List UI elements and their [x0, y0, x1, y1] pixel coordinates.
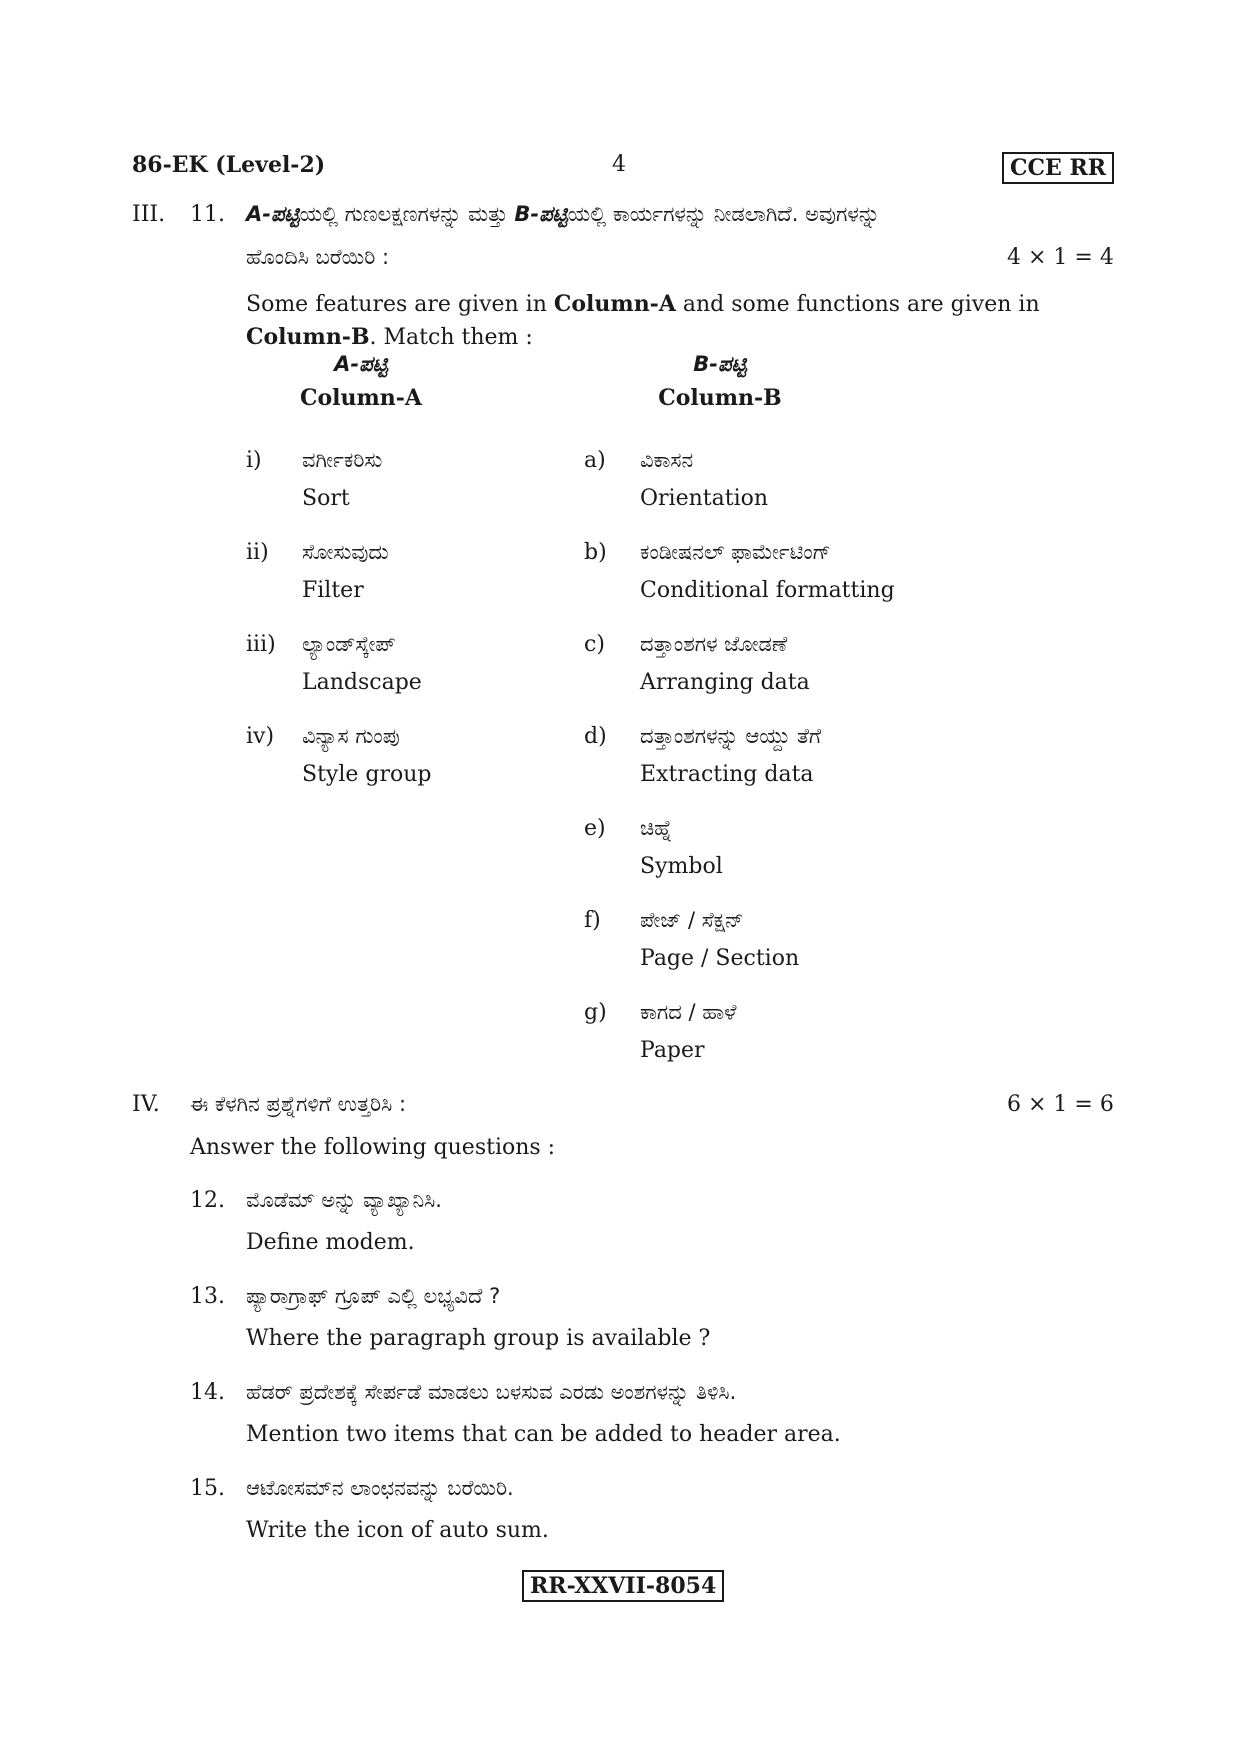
cce-rr-tag: CCE RR	[1002, 152, 1114, 184]
section-iv-marks: 6 × 1 = 6	[1007, 1092, 1114, 1117]
item-english: Landscape	[302, 670, 422, 695]
item-kannada: ಕಂಡೀಷನಲ್ ಫಾರ್ಮೇಟಿಂಗ್	[640, 540, 831, 564]
item-kannada: ದತ್ತಾಂಶಗಳನ್ನು ಆಯ್ದು ತೆಗೆ	[640, 724, 822, 748]
item-english: Extracting data	[640, 762, 814, 787]
section-iii-marks: 4 × 1 = 4	[1007, 245, 1114, 270]
column-b-heading: Column-B	[658, 385, 782, 411]
section-iv-roman: IV.	[132, 1092, 160, 1117]
question-11-english: Some features are given in Column-A and some functions are given in Column-B. Match them :	[246, 291, 1040, 350]
item-label: iv)	[246, 724, 275, 749]
item-label: e)	[584, 816, 606, 841]
question-english: Mention two items that can be added to header area.	[246, 1422, 841, 1447]
item-kannada: ಸೋಸುವುದು	[302, 540, 389, 564]
section-iv-kannada-instruction: ಈ ಕೆಳಗಿನ ಪ್ರಶ್ನೆಗಳಿಗೆ ಉತ್ತರಿಸಿ :	[190, 1092, 407, 1116]
item-label: f)	[584, 908, 601, 933]
question-11-number: 11.	[190, 202, 225, 227]
item-label: i)	[246, 448, 262, 473]
page-number: 4	[612, 152, 626, 177]
item-kannada: ಕಾಗದ / ಹಾಳೆ	[640, 1000, 737, 1024]
column-b-kannada-heading: B-ಪಟ್ಟಿ	[693, 352, 747, 376]
question-kannada: ಮೊಡೆಮ್ ಅನ್ನು ವ್ಯಾಖ್ಯಾನಿಸಿ.	[246, 1188, 442, 1212]
paper-code: 86-EK (Level-2)	[132, 152, 326, 178]
question-number: 14.	[190, 1380, 225, 1405]
question-11-kannada-line2: ಹೊಂದಿಸಿ ಬರೆಯಿರಿ :	[246, 245, 390, 269]
item-english: Paper	[640, 1038, 705, 1063]
item-english: Arranging data	[640, 670, 810, 695]
column-a-heading: Column-A	[299, 385, 422, 411]
question-number: 15.	[190, 1476, 225, 1501]
item-label: a)	[584, 448, 606, 473]
item-label: d)	[584, 724, 607, 749]
item-english: Filter	[302, 578, 364, 603]
item-kannada: ವರ್ಗೀಕರಿಸು	[302, 448, 383, 472]
item-label: iii)	[246, 632, 276, 657]
item-english: Sort	[302, 486, 350, 511]
question-kannada: ಪ್ಯಾರಾಗ್ರಾಫ್ ಗ್ರೂಪ್ ಎಲ್ಲಿ ಲಭ್ಯವಿದೆ ?	[246, 1284, 501, 1308]
question-english: Where the paragraph group is available ?	[246, 1326, 711, 1351]
item-kannada: ಚಿಹ್ನೆ	[640, 816, 673, 840]
column-a-kannada-heading: A-ಪಟ್ಟಿ	[334, 352, 388, 376]
item-english: Symbol	[640, 854, 723, 879]
item-kannada: ಲ್ಯಾಂಡ್‌ಸ್ಕೇಪ್	[302, 632, 396, 656]
item-label: c)	[584, 632, 605, 657]
item-kannada: ಪೇಜ್ / ಸೆಕ್ಷನ್	[640, 908, 744, 932]
question-english: Define modem.	[246, 1230, 415, 1255]
col-b-ref: B-ಪಟ್ಟಿ	[514, 202, 568, 226]
item-english: Conditional formatting	[640, 578, 895, 603]
item-kannada: ದತ್ತಾಂಶಗಳ ಜೋಡಣೆ	[640, 632, 788, 656]
item-english: Page / Section	[640, 946, 800, 971]
item-label: ii)	[246, 540, 269, 565]
section-iii-roman: III.	[132, 202, 166, 227]
item-kannada: ವಿಕಾಸನ	[640, 448, 694, 472]
question-kannada: ಹೆಡರ್ ಪ್ರದೇಶಕ್ಕೆ ಸೇರ್ಪಡೆ ಮಾಡಲು ಬಳಸುವ ಎರಡು ಅಂಶಗಳನ್ನು ತಿಳಿಸಿ.	[246, 1380, 737, 1404]
question-11-kannada-line1: A-ಪಟ್ಟಿಯಲ್ಲಿ ಗುಣಲಕ್ಷಣಗಳನ್ನು ಮತ್ತು B-ಪಟ್ಟಿಯಲ್ಲಿ ಕಾರ್ಯಗಳನ್ನು ನೀಡಲಾಗಿದೆ. ಅವುಗಳನ್ನು	[246, 202, 880, 226]
item-english: Style group	[302, 762, 432, 787]
item-label: b)	[584, 540, 607, 565]
item-kannada: ವಿನ್ಯಾಸ ಗುಂಪು	[302, 724, 400, 748]
footer-code: RR-XXVII-8054	[522, 1570, 724, 1602]
section-iv-english-instruction: Answer the following questions :	[190, 1135, 556, 1160]
question-kannada: ಆಟೋಸಮ್‌ನ ಲಾಂಛನವನ್ನು ಬರೆಯಿರಿ.	[246, 1476, 514, 1500]
item-english: Orientation	[640, 486, 769, 511]
item-label: g)	[584, 1000, 607, 1025]
question-number: 12.	[190, 1188, 225, 1213]
question-number: 13.	[190, 1284, 225, 1309]
col-a-ref: A-ಪಟ್ಟಿ	[246, 202, 300, 226]
question-english: Write the icon of auto sum.	[246, 1518, 549, 1543]
